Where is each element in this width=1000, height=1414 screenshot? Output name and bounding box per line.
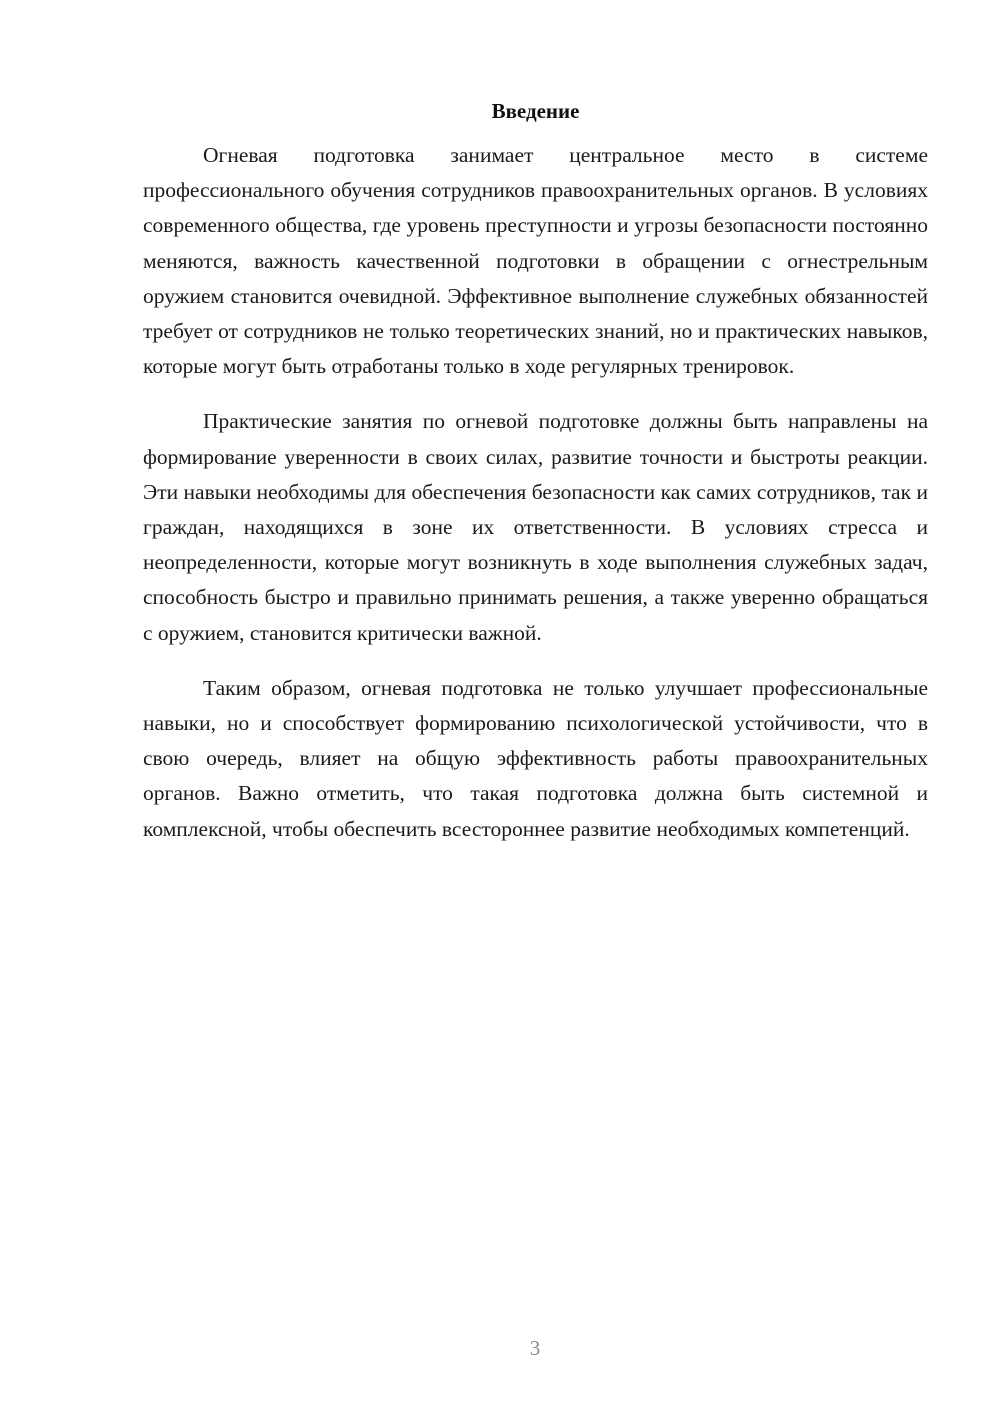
- paragraph-2: Практические занятия по огневой подготовке должны быть направлены на формирование уверенности в своих силах, развитие точности и быстроты реакции. Эти навыки необходимы для обеспечения безопасности как самих сотрудников, так и граждан, находящихся в зоне их ответственности. В условиях стресса и неопределенности, которые могут возникнуть в ходе выполнения служебных задач, способность быстро и правильно принимать решения, а также уверенно обращаться с оружием, становится критически важной.: [143, 409, 928, 645]
- section-title: Введение: [491, 99, 580, 123]
- paragraph-1: Огневая подготовка занимает центральное место в системе профессионального обучения сотрудников правоохранительных органов. В условиях современного общества, где уровень преступности и угрозы безопасности постоянно меняются, важность качественной подготовки в обращении с огнестрельным оружием становится очевидной. Эффективное выполнение служебных обязанностей требует от сотрудников не только теоретических знаний, но и практических навыков, которые могут быть отработаны только в ходе регулярных тренировок.: [143, 143, 928, 379]
- paragraph-3: Таким образом, огневая подготовка не только улучшает профессиональные навыки, но и способствует формированию психологической устойчивости, что в свою очередь, влияет на общую эффективность работы правоохранительных органов. Важно отметить, что такая подготовка должна быть системной и комплексной, чтобы обеспечить всестороннее развитие необходимых компетенций.: [143, 675, 928, 841]
- document-body: [143, 96, 928, 867]
- page-number: 3: [529, 1336, 541, 1360]
